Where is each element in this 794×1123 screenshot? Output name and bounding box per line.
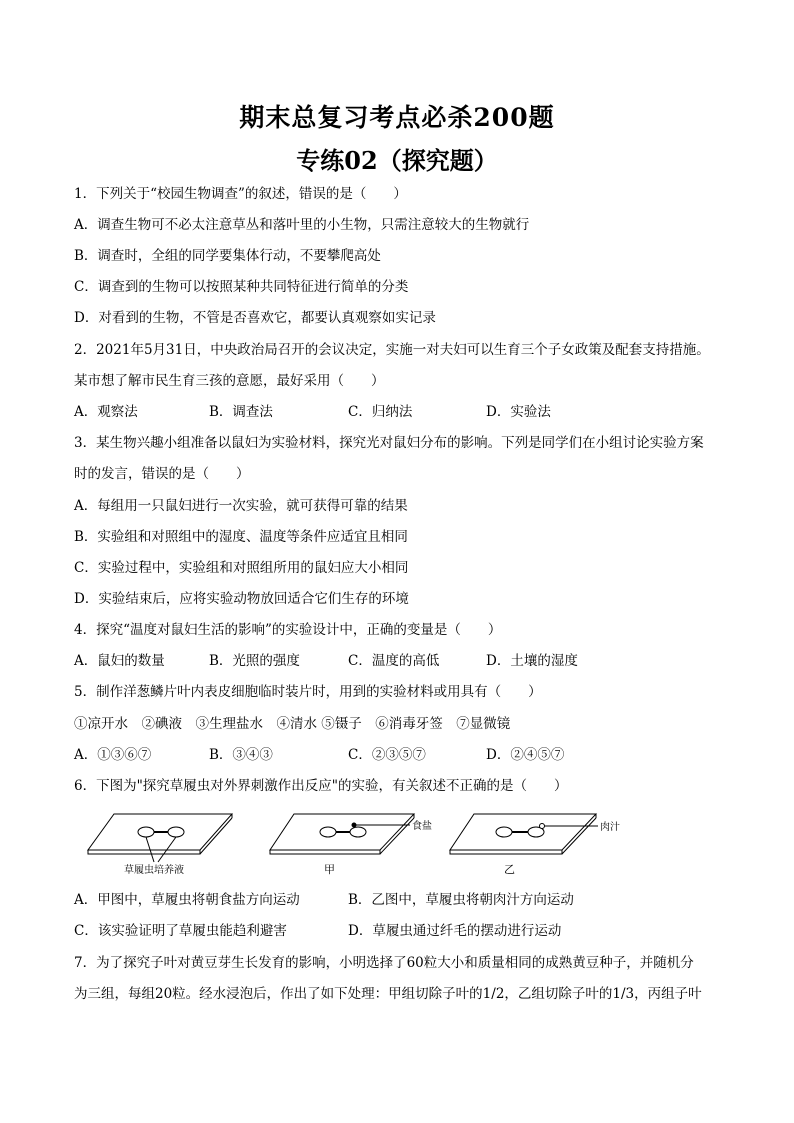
question-2-option-b: B．调查法 xyxy=(209,404,273,420)
question-1-option-b: B．调查时，全组的同学要集体行动，不要攀爬高处 xyxy=(74,248,381,264)
question-1-option-a: A．调查生物可不必太注意草丛和落叶里的小生物，只需注意较大的生物就行 xyxy=(74,217,530,233)
question-3-stem-line1: 3．某生物兴趣小组准备以鼠妇为实验材料，探究光对鼠妇分布的影响。下列是同学们在小组讨论实验方案 xyxy=(74,435,704,451)
question-7-stem-line1: 7．为了探究子叶对黄豆芽生长发育的影响，小明选择了60粒大小和质量相同的成熟黄豆种子，并随机分 xyxy=(74,955,694,971)
question-2-option-c: C．归纳法 xyxy=(348,404,413,420)
paramecium-experiment-figure xyxy=(84,810,644,880)
question-4-option-d: D．土壤的湿度 xyxy=(486,653,578,669)
question-5-option-d: D．②④⑤⑦ xyxy=(486,747,565,763)
figure-label-yi: 乙 xyxy=(504,863,515,876)
figure-label-salt: 食盐 xyxy=(412,821,432,832)
page-subtitle: 专练02（探究题） xyxy=(296,146,498,175)
question-6-option-d: D．草履虫通过纤毛的摆动进行运动 xyxy=(348,923,562,939)
figure-label-culture: 草履虫培养液 xyxy=(124,865,184,876)
question-6-option-c: C．该实验证明了草履虫能趋利避害 xyxy=(74,923,287,939)
question-3-option-d: D．实验结束后，应将实验动物放回适合它们生存的环境 xyxy=(74,591,409,607)
question-6-option-b: B．乙图中，草履虫将朝肉汁方向运动 xyxy=(348,892,574,908)
question-1-option-d: D．对看到的生物，不管是否喜欢它，都要认真观察如实记录 xyxy=(74,310,436,326)
question-4-option-a: A．鼠妇的数量 xyxy=(74,653,165,669)
question-6-option-a: A．甲图中，草履虫将朝食盐方向运动 xyxy=(74,892,300,908)
question-5-stem: 5．制作洋葱鳞片叶内表皮细胞临时装片时，用到的实验材料或用具有（ ） xyxy=(74,684,542,700)
question-5-option-b: B．③④③ xyxy=(209,747,273,763)
question-5-materials: ①凉开水 ②碘液 ③生理盐水 ④清水 ⑤镊子 ⑥消毒牙签 ⑦显微镜 xyxy=(74,716,511,732)
question-4-stem: 4．探究“温度对鼠妇生活的影响”的实验设计中，正确的变量是（ ） xyxy=(74,622,502,638)
question-4-option-b: B．光照的强度 xyxy=(209,653,300,669)
question-2-option-a: A．观察法 xyxy=(74,404,138,420)
question-5-option-c: C．②③⑤⑦ xyxy=(348,747,426,763)
page-title: 期末总复习考点必杀200题 xyxy=(239,103,555,132)
question-1-stem: 1．下列关于“校园生物调查”的叙述，错误的是（ ） xyxy=(74,186,407,202)
figure-label-jia: 甲 xyxy=(324,863,335,876)
question-3-option-c: C．实验过程中，实验组和对照组所用的鼠妇应大小相同 xyxy=(74,560,409,576)
question-3-option-a: A．每组用一只鼠妇进行一次实验，就可获得可靠的结果 xyxy=(74,498,408,514)
question-2-option-d: D．实验法 xyxy=(486,404,551,420)
question-3-stem-line2: 时的发言，错误的是（ ） xyxy=(74,466,250,482)
figure-label-juice: 肉汁 xyxy=(600,822,620,833)
slide-control xyxy=(88,814,232,862)
question-7-stem-line2: 为三组，每组20粒。经水浸泡后，作出了如下处理：甲组切除子叶的1/2，乙组切除子叶的1/3，丙组子叶 xyxy=(74,986,702,1002)
question-6-stem: 6．下图为"探究草履虫对外界刺激作出反应"的实验，有关叙述不正确的是（ ） xyxy=(74,778,568,794)
slide-yi xyxy=(450,814,598,854)
question-2-stem-line2: 某市想了解市民生育三孩的意愿，最好采用（ ） xyxy=(74,373,385,389)
question-5-option-a: A．①③⑥⑦ xyxy=(74,747,152,763)
slide-jia xyxy=(270,814,414,854)
question-2-stem-line1: 2．2021年5月31日，中央政治局召开的会议决定，实施一对夫妇可以生育三个子女政策及配套支持措施。 xyxy=(74,342,710,358)
question-4-option-c: C．温度的高低 xyxy=(348,653,440,669)
question-3-option-b: B．实验组和对照组中的湿度、温度等条件应适宜且相同 xyxy=(74,529,408,545)
question-1-option-c: C．调查到的生物可以按照某种共同特征进行简单的分类 xyxy=(74,279,409,295)
